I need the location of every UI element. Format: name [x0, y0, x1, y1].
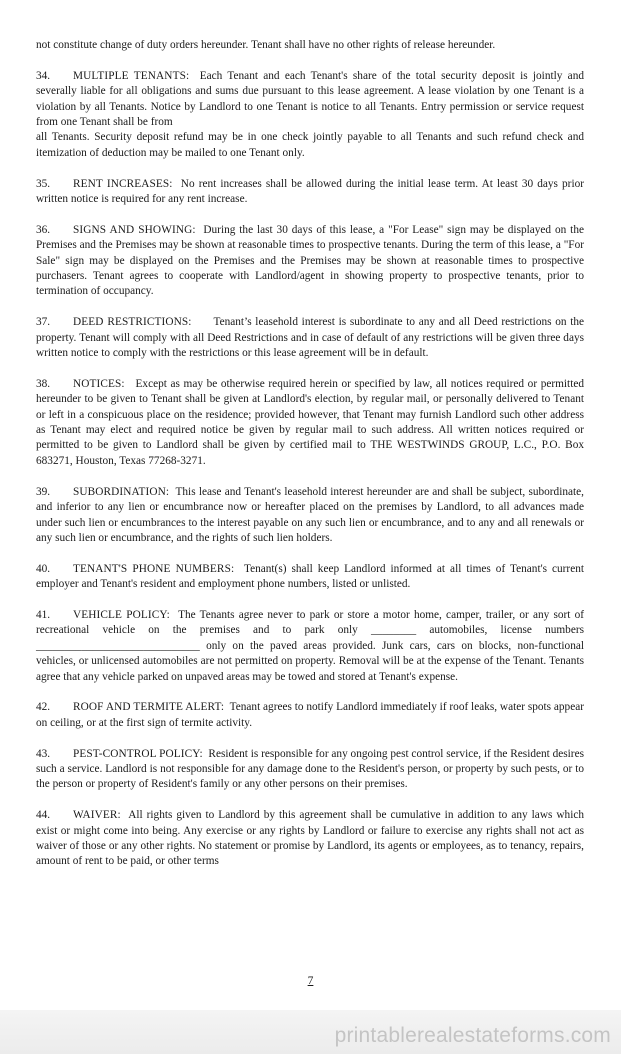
section-heading: ROOF AND TERMITE ALERT: [73, 701, 225, 714]
section-body: During the last 30 days of this lease, a "For Lease" sign may be displayed on the Premises and the Premises may be shown at reasonable times to prospective tenants. During the term of this lease, a "For Sale" sign may be displayed on the Premises and the Premises may be shown at reasonable times to prospective purchasers. Tenant agrees to cooperate with Landlord/agent in showing property to prospective tenants, prior to termination of occupancy. [36, 223, 584, 298]
section-42 [36, 700, 584, 731]
section-body: Tenant(s) shall keep Landlord informed at all times of Tenant's current employer and Tenant's resident and employment phone numbers, listed or unlisted. [36, 562, 584, 591]
section-heading: DEED RESTRICTIONS: [73, 316, 192, 329]
section-body: Each Tenant and each Tenant's share of the total security deposit is jointly and severally liable for all obligations and sums due pursuant to this lease agreement. A lease violation by one Tenant is a violation by all Tenants. Notice by Landlord to one Tenant is notice to all Tenants. Entry permission or service request from one Tenant shall be from [36, 69, 584, 129]
document-page [36, 38, 584, 885]
section-number: 38. [36, 377, 51, 390]
section-40 [36, 562, 584, 593]
section-number: 42. [36, 701, 51, 714]
page-number: 7 [307, 975, 314, 987]
section-body: Except as may be otherwise required herein or specified by law, all notices required or permitted hereunder to be given to Tenant shall be given at Landlord's election, by regular mail, or personally delivered to Tenant or left in a conspicuous place on the residence; provided however, that Tenant may furnish Landlord such other address as Tenant may elect and required notice be given by regular mail to such address. All written notices required or permitted to be given to Landlord shall be given by certified mail to THE WESTWINDS GROUP, L.C., P.O. Box 683271, Houston, Texas 77268-3271. [36, 377, 584, 467]
watermark-bar [0, 1010, 621, 1054]
section-number: 34. [36, 69, 51, 82]
section-number: 43. [36, 747, 51, 760]
section-heading: NOTICES: [73, 377, 125, 390]
section-body: The Tenants agree never to park or store a motor home, camper, trailer, or any sort of recreational vehicle on the premises and to park only ________ automobiles, license numbers _____________________________ only on the paved areas provided. Junk cars, cars on blocks, non-functional vehicles, or unlicensed automobiles are not permitted on property. Removal will be at the expense of the Tenant. Tenants agree that any vehicle parked on unpaved areas may be towed and stored at Tenant's expense. [36, 608, 584, 683]
section-number: 40. [36, 562, 51, 575]
section-number: 39. [36, 485, 51, 498]
section-44 [36, 808, 584, 870]
section-body-continued: all Tenants. Security deposit refund may be in one check jointly payable to all Tenants and such refund check and itemization of deduction may be mailed to one Tenant only. [36, 131, 584, 159]
section-36 [36, 223, 584, 300]
opening-fragment: not constitute change of duty orders hereunder. Tenant shall have no other rights of release hereunder. [36, 39, 496, 51]
section-43 [36, 747, 584, 793]
section-heading: TENANT'S PHONE NUMBERS: [73, 562, 235, 575]
section-34 [36, 69, 584, 161]
section-35 [36, 177, 584, 208]
section-body: No rent increases shall be allowed during the initial lease term. At least 30 days prior written notice is required for any rent increase. [36, 177, 584, 206]
watermark-text[interactable]: printablerealestateforms.com [334, 1024, 611, 1047]
section-body: This lease and Tenant's leasehold interest hereunder are and shall be subject, subordinate, and inferior to any lien or encumbrance now or hereafter placed on the premises by Landlord, to all advances made under such lien or encumbrances to the interest payable on any such lien or encumbrance, and to any and all renewals or any such lien or encumbrance, and the rights of such lien holders. [36, 485, 584, 544]
section-heading: RENT INCREASES: [73, 177, 173, 190]
section-number: 41. [36, 608, 51, 621]
section-number: 36. [36, 223, 51, 236]
section-number: 37. [36, 316, 51, 329]
section-heading: VEHICLE POLICY: [73, 608, 170, 621]
section-heading: MULTIPLE TENANTS: [73, 69, 190, 82]
section-body: Tenant’s leasehold interest is subordinate to any and all Deed restrictions on the property. Tenant will comply with all Deed Restrictions and in case of default of any restrictions will be given three days written notice to comply with the restrictions or this lease agreement will be in default. [36, 316, 585, 360]
section-body: Tenant agrees to notify Landlord immediately if roof leaks, water spots appear on ceiling, or at the first sign of termite activity. [36, 701, 584, 729]
section-heading: WAIVER: [73, 809, 121, 822]
section-heading: PEST-CONTROL POLICY: [73, 747, 203, 760]
section-37 [36, 315, 584, 361]
section-number: 35. [36, 177, 51, 190]
section-heading: SUBORDINATION: [73, 485, 170, 498]
section-41 [36, 608, 584, 685]
section-number: 44. [36, 809, 51, 822]
section-body: Resident is responsible for any ongoing pest control service, if the Resident desires such a service. Landlord is not responsible for any damage done to the Resident's person, or property by such pests, or to the person or property of Resident's family or any other persons on their premises. [36, 747, 584, 791]
section-body: All rights given to Landlord by this agreement shall be cumulative in addition to any laws which exist or might come into being. Any exercise or any rights by Landlord or failure to exercise any rights shall not act as waiver of those or any other rights. No statement or promise by Landlord, its agents or employees, as to tenancy, repairs, amount of rent to be paid, or other terms [36, 809, 584, 868]
section-heading: SIGNS AND SHOWING: [73, 223, 196, 236]
section-38 [36, 377, 584, 469]
section-39 [36, 485, 584, 547]
